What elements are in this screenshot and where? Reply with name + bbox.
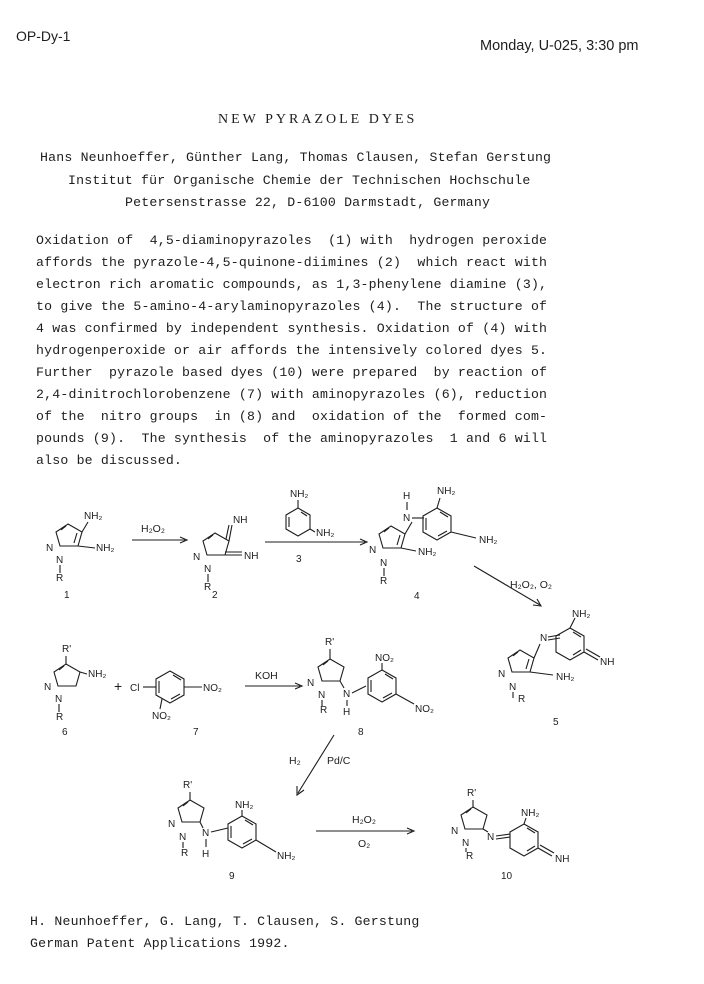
paper-title: NEW PYRAZOLE DYES [218, 112, 418, 127]
compound-2 [193, 515, 258, 601]
imine-label: NH [233, 515, 248, 526]
substituent-label: R [56, 573, 64, 584]
compound-number-2: 2 [212, 590, 218, 601]
nitrogen-label: N [179, 832, 187, 843]
amino-label: NH₂ [418, 547, 437, 558]
compound-number-8: 8 [358, 727, 364, 738]
nitro-label: NO₂ [415, 704, 434, 715]
nitrogen-label: N [498, 669, 506, 680]
abstract-line: of the nitro groups in (8) and oxidation of the formed com- [36, 409, 548, 424]
plus-sign: + [114, 678, 123, 694]
compound-5 [498, 609, 614, 728]
compound-number-7: 7 [193, 727, 199, 738]
abstract-line: electron rich aromatic compounds, as 1,3-phenylene diamine (3), [36, 277, 548, 292]
nitro-label: NO₂ [375, 653, 394, 664]
arrow-6-7-to-8 [245, 670, 302, 689]
chlorine-label: Cl [130, 683, 140, 694]
amino-label: NH₂ [437, 486, 456, 497]
nitrogen-label: N [202, 828, 210, 839]
abstract-line: also be discussed. [36, 453, 183, 468]
imine-label: NH [244, 551, 259, 562]
substituent-label: R [320, 705, 328, 716]
compound-9 [168, 780, 295, 882]
nitrogen-label: N [487, 832, 495, 843]
hydrogen-label: H [403, 491, 411, 502]
nitro-label: NO₂ [203, 683, 222, 694]
compound-number-3: 3 [296, 554, 302, 565]
substituent-label: R [518, 694, 526, 705]
compound-number-10: 10 [501, 871, 513, 882]
amino-label: NH₂ [277, 851, 296, 862]
abstract-line: Further pyrazole based dyes (10) were prepared by reaction of [36, 365, 548, 380]
amino-label: NH₂ [235, 800, 254, 811]
nitrogen-label: N [44, 682, 52, 693]
amino-label: NH₂ [479, 535, 498, 546]
compound-4 [369, 486, 497, 602]
nitrogen-label: N [56, 555, 64, 566]
amino-label: NH₂ [572, 609, 591, 620]
nitrogen-label: N [540, 633, 548, 644]
compound-number-1: 1 [64, 590, 70, 601]
reagent-label: H₂O₂ [352, 814, 376, 826]
substituent-label: R' [62, 644, 72, 655]
compound-number-6: 6 [62, 727, 68, 738]
compound-1 [46, 511, 114, 601]
affiliation-line-2: Petersenstrasse 22, D-6100 Darmstadt, Germany [125, 195, 491, 210]
nitrogen-label: N [307, 678, 315, 689]
session-info: Monday, U-025, 3:30 pm [480, 38, 639, 54]
compound-3 [286, 489, 334, 565]
compound-10 [451, 788, 569, 882]
reagent-label: Pd/C [327, 755, 351, 767]
abstract-line: Oxidation of 4,5-diaminopyrazoles (1) with hydrogen peroxide [36, 233, 548, 248]
compound-number-4: 4 [414, 591, 420, 602]
nitrogen-label: N [369, 545, 377, 556]
nitrogen-label: N [343, 689, 351, 700]
reagent-label: KOH [255, 670, 278, 682]
amino-label: NH₂ [96, 543, 115, 554]
arrow-2-to-4 [265, 539, 367, 545]
nitro-label: NO₂ [152, 711, 171, 722]
hydrogen-label: H [202, 849, 210, 860]
document-code: OP-Dy-1 [16, 28, 71, 44]
imine-label: NH [555, 854, 570, 865]
amino-label: NH₂ [556, 672, 575, 683]
substituent-label: R' [183, 780, 193, 791]
substituent-label: R' [325, 637, 335, 648]
imine-label: NH [600, 657, 615, 668]
nitrogen-label: N [193, 552, 201, 563]
amino-label: NH₂ [84, 511, 103, 522]
amino-label: NH₂ [521, 808, 540, 819]
compound-8 [307, 637, 434, 738]
reagent-label: H₂O₂, O₂ [510, 579, 552, 591]
abstract-line: 2,4-dinitrochlorobenzene (7) with aminopyrazoles (6), reduction [36, 387, 548, 402]
nitrogen-label: N [55, 694, 63, 705]
affiliation-line-1: Institut für Organische Chemie der Technischen Hochschule [68, 173, 531, 188]
nitrogen-label: N [451, 826, 459, 837]
authors: Hans Neunhoeffer, Günther Lang, Thomas Clausen, Stefan Gerstung [40, 150, 552, 165]
compound-number-5: 5 [553, 717, 559, 728]
nitrogen-label: N [168, 819, 176, 830]
compound-7 [130, 671, 222, 738]
nitrogen-label: N [509, 682, 517, 693]
substituent-label: R' [467, 788, 477, 799]
arrow-1-to-2 [132, 523, 187, 543]
compound-number-9: 9 [229, 871, 235, 882]
arrow-9-to-10 [316, 814, 414, 850]
hydrogen-label: H [343, 707, 351, 718]
substituent-label: R [181, 848, 189, 859]
substituent-label: R [466, 851, 474, 862]
substituent-label: R [56, 712, 64, 723]
nitrogen-label: N [204, 564, 212, 575]
substituent-label: R [380, 576, 388, 587]
arrow-4-to-5 [474, 566, 552, 606]
nitrogen-label: N [380, 558, 388, 569]
nitrogen-label: N [462, 838, 470, 849]
substituent-label: R [204, 582, 212, 593]
reference-source: German Patent Applications 1992. [30, 936, 290, 951]
nitrogen-label: N [46, 543, 54, 554]
abstract-line: pounds (9). The synthesis of the aminopyrazoles 1 and 6 will [36, 431, 548, 446]
amino-label: NH₂ [316, 528, 335, 539]
arrow-8-to-9 [289, 735, 351, 795]
reagent-label: H₂ [289, 755, 301, 767]
reagent-label: H₂O₂ [141, 523, 165, 535]
amino-label: NH₂ [88, 669, 107, 680]
abstract-line: to give the 5-amino-4-arylaminopyrazoles (4). The structure of [36, 299, 548, 314]
reagent-label: O₂ [358, 838, 371, 850]
reference-authors: H. Neunhoeffer, G. Lang, T. Clausen, S. Gerstung [30, 914, 420, 929]
abstract-line: hydrogenperoxide or air affords the intensively colored dyes 5. [36, 343, 548, 358]
nitrogen-label: N [403, 513, 411, 524]
nitrogen-label: N [318, 690, 326, 701]
abstract-line: 4 was confirmed by independent synthesis. Oxidation of (4) with [36, 321, 548, 336]
compound-6 [44, 644, 106, 738]
abstract-line: affords the pyrazole-4,5-quinone-diimines (2) which react with [36, 255, 548, 270]
amino-label: NH₂ [290, 489, 309, 500]
